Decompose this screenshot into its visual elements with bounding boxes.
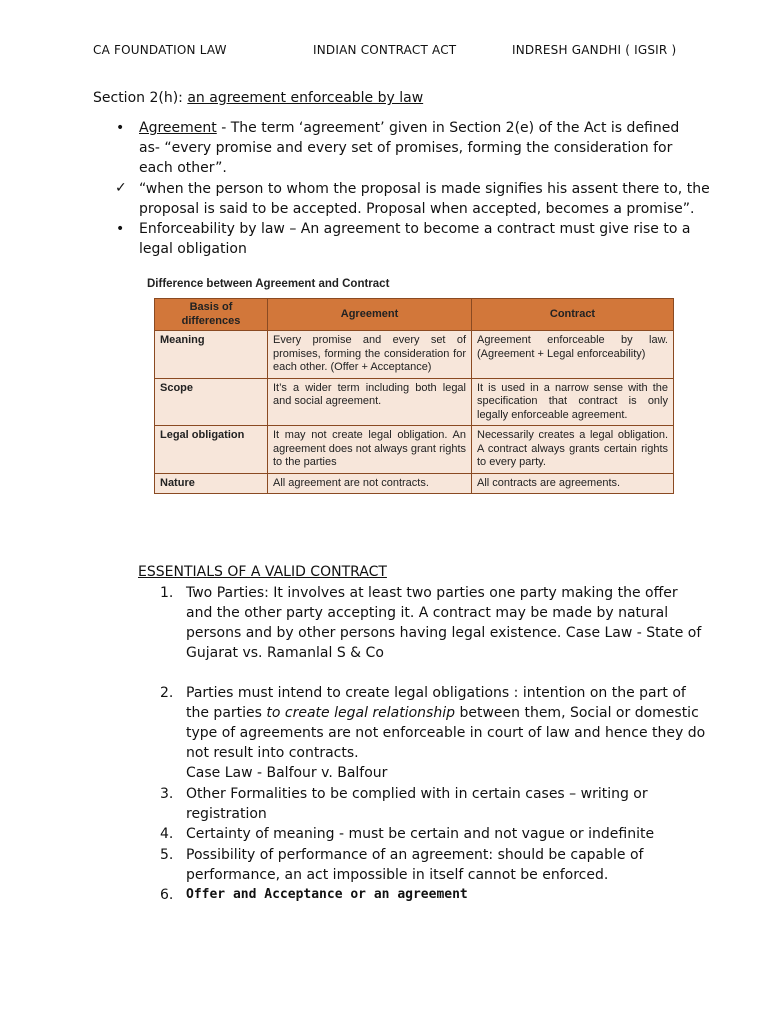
header-contract: Contract xyxy=(472,299,674,331)
row-basis: Legal obligation xyxy=(155,426,268,474)
row-contract: Agreement enforceable by law. (Agreement + Legal enforceability) xyxy=(472,331,674,379)
row-contract: Necessarily creates a legal obligation. A contract always grants certain rights to every party. xyxy=(472,426,674,474)
section-title: an agreement enforceable by law xyxy=(187,90,424,106)
list-item xyxy=(186,583,702,663)
item-line-bold: Offer and Acceptance or an agreement xyxy=(186,887,468,902)
item-line: performance, an act impossible in itself cannot be enforced. xyxy=(186,867,609,883)
list-item xyxy=(186,845,686,885)
bullet-dot-icon: • xyxy=(116,120,125,136)
section-prefix: Section 2(h): xyxy=(93,90,188,106)
item-text: between them, Social or domestic xyxy=(455,705,699,721)
row-basis: Nature xyxy=(155,473,268,494)
item-line: Case Law - Balfour v. Balfour xyxy=(186,765,388,781)
header-topic: INDIAN CONTRACT ACT xyxy=(313,43,457,57)
header-basis: Basis of differences xyxy=(155,299,268,331)
comparison-table xyxy=(154,298,674,494)
header-agreement: Agreement xyxy=(268,299,472,331)
comparison-table-figure xyxy=(145,278,677,494)
item-line: and the other party accepting it. A contract may be made by natural xyxy=(186,605,669,621)
essentials-heading: ESSENTIALS OF A VALID CONTRACT xyxy=(138,564,387,580)
section-heading xyxy=(93,88,423,108)
item-line: persons and by other persons having legal existence. Case Law - State of xyxy=(186,625,702,641)
row-basis: Meaning xyxy=(155,331,268,379)
table-row xyxy=(155,426,674,474)
list-number: 5. xyxy=(160,847,174,863)
header-subject: CA FOUNDATION LAW xyxy=(93,43,227,57)
table-header-row xyxy=(155,299,674,331)
list-number: 3. xyxy=(160,786,174,802)
bullet-acceptance-line1: “when the person to whom the proposal is made signifies his assent there to, the xyxy=(139,181,710,197)
item-line: Possibility of performance of an agreement: should be capable of xyxy=(186,847,644,863)
item-line: type of agreements are not enforceable in court of law and hence they do xyxy=(186,725,706,741)
agreement-term: Agreement xyxy=(139,120,217,136)
list-number: 6. xyxy=(160,887,174,903)
list-item xyxy=(186,784,686,824)
table-row xyxy=(155,331,674,379)
item-line xyxy=(186,703,699,723)
agreement-definition-start: - The term ‘agreement’ given in Section 2(e) of the Act is defined xyxy=(216,120,680,136)
item-emphasis: to create legal relationship xyxy=(266,705,456,721)
table-row xyxy=(155,378,674,426)
bullet-agreement-line3: each other”. xyxy=(139,160,227,176)
list-number: 4. xyxy=(160,826,174,842)
item-line: registration xyxy=(186,806,267,822)
item-line: Parties must intend to create legal obligations : intention on the part of xyxy=(186,685,686,701)
row-agreement: It may not create legal obligation. An agreement does not always grant rights to the parties xyxy=(268,426,472,474)
item-text: the parties xyxy=(186,705,267,721)
row-contract: It is used in a narrow sense with the specification that contract is only legally enforceable agreement. xyxy=(472,378,674,426)
bullet-enforceability-line2: legal obligation xyxy=(139,241,247,257)
row-agreement: All agreement are not contracts. xyxy=(268,473,472,494)
bullet-agreement-line2: as- “every promise and every set of promises, forming the consideration for xyxy=(139,140,673,156)
header-author: INDRESH GANDHI ( IGSIR ) xyxy=(512,43,677,57)
bullet-enforceability-line1: Enforceability by law – An agreement to become a contract must give rise to a xyxy=(139,221,691,237)
item-line: Other Formalities to be complied with in certain cases – writing or xyxy=(186,786,648,802)
row-agreement: It’s a wider term including both legal and social agreement. xyxy=(268,378,472,426)
list-number: 1. xyxy=(160,585,174,601)
bullet-agreement-line1 xyxy=(139,118,679,138)
row-basis: Scope xyxy=(155,378,268,426)
item-line: Certainty of meaning - must be certain and not vague or indefinite xyxy=(186,826,655,842)
list-item xyxy=(186,885,686,905)
item-line: Two Parties: It involves at least two parties one party making the offer xyxy=(186,585,678,601)
item-line: Gujarat vs. Ramanlal S & Co xyxy=(186,645,384,661)
table-row xyxy=(155,473,674,494)
bullet-dot-icon: • xyxy=(116,221,125,237)
item-line: not result into contracts. xyxy=(186,745,359,761)
list-item xyxy=(186,683,706,783)
list-item xyxy=(186,824,686,844)
bullet-acceptance-line2: proposal is said to be accepted. Proposal when accepted, becomes a promise”. xyxy=(139,201,695,217)
row-agreement: Every promise and every set of promises, forming the consideration for each other. (Offer + Acceptance) xyxy=(268,331,472,379)
list-number: 2. xyxy=(160,685,174,701)
table-caption: Difference between Agreement and Contract xyxy=(147,278,390,290)
row-contract: All contracts are agreements. xyxy=(472,473,674,494)
check-mark-icon: ✓ xyxy=(115,180,127,196)
